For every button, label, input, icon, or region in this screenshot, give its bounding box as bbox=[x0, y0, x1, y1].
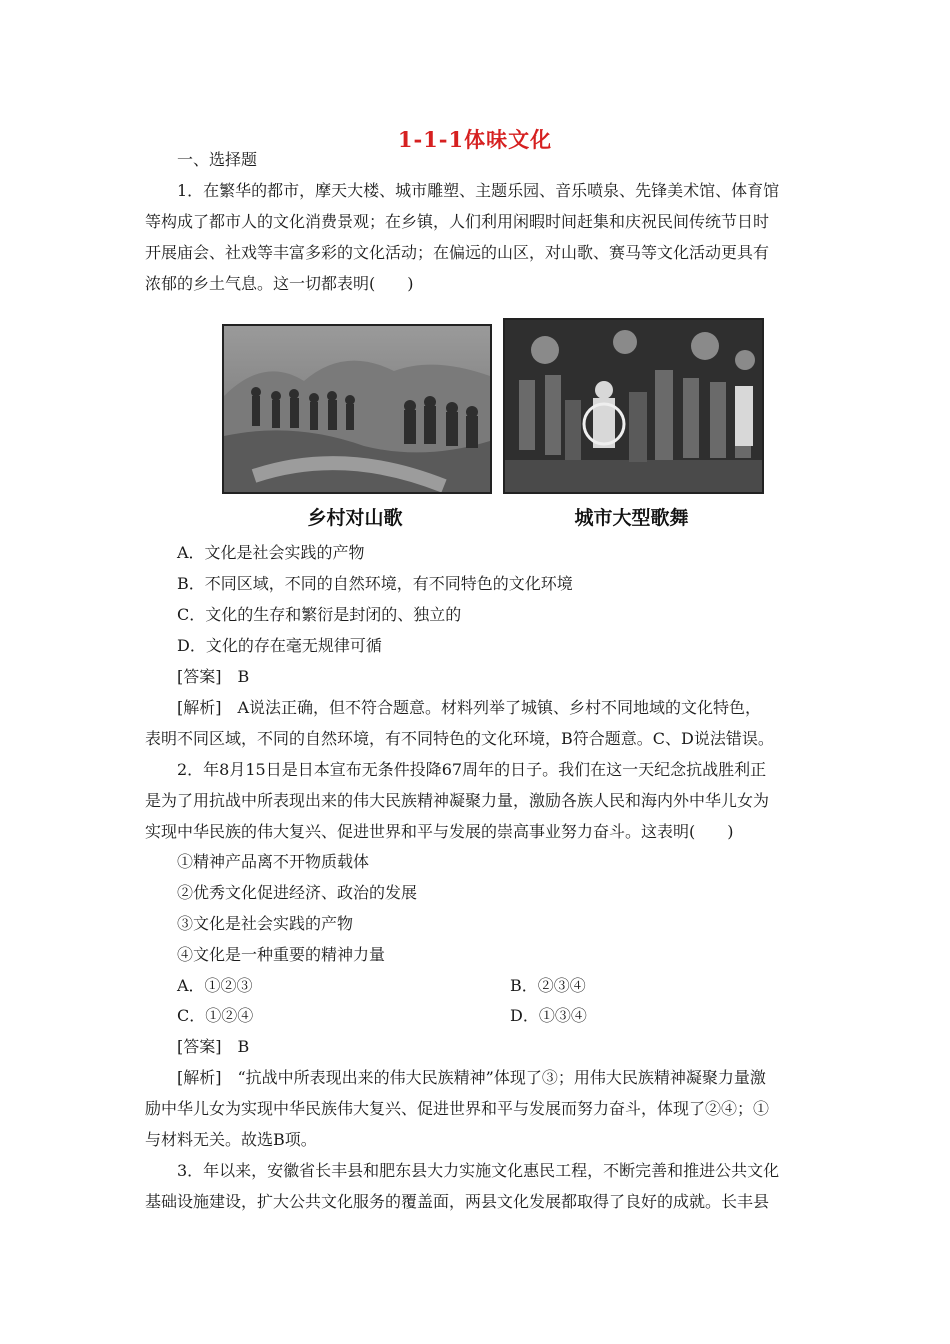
q1-line-2: 等构成了都市人的文化消费景观；在乡镇，人们利用闲暇时间赶集和庆祝民间传统节日时 bbox=[145, 212, 770, 231]
q2-option-b: B．②③④ bbox=[510, 976, 586, 995]
q2-statement-1: ①精神产品离不开物质载体 bbox=[177, 852, 370, 871]
q3-line-1: 3．年以来，安徽省长丰县和肥东县大力实施文化惠民工程，不断完善和推进公共文化 bbox=[177, 1161, 780, 1180]
q2-statement-2: ②优秀文化促进经济、政治的发展 bbox=[177, 883, 418, 902]
q1-option-c: C．文化的生存和繁衍是封闭的、独立的 bbox=[177, 605, 462, 624]
q2-line-2: 是为了用抗战中所表现出来的伟大民族精神凝聚力量，激励各族人民和海内外中华儿女为 bbox=[145, 791, 770, 810]
q1-option-d: D．文化的存在毫无规律可循 bbox=[177, 636, 382, 655]
q2-analysis-line-3: 与材料无关。故选B项。 bbox=[145, 1130, 317, 1149]
section-heading: 一、选择题 bbox=[177, 150, 258, 169]
q2-option-d: D．①③④ bbox=[510, 1006, 587, 1025]
rural-singing-caption: 乡村对山歌 bbox=[307, 507, 403, 529]
q2-analysis-line-2: 励中华儿女为实现中华民族伟大复兴、促进世界和平与发展而努力奋斗，体现了②④；① bbox=[145, 1099, 770, 1118]
q1-answer: [答案] B bbox=[177, 667, 250, 686]
q2-line-1: 2．年8月15日是日本宣布无条件投降67周年的日子。我们在这一天纪念抗战胜利正 bbox=[177, 760, 767, 779]
q2-option-a: A．①②③ bbox=[177, 976, 253, 995]
q1-option-b: B．不同区域，不同的自然环境，有不同特色的文化环境 bbox=[177, 574, 573, 593]
q1-option-a: A．文化是社会实践的产物 bbox=[177, 543, 365, 562]
q1-line-4: 浓郁的乡土气息。这一切都表明( ) bbox=[145, 274, 414, 293]
q2-statement-3: ③文化是社会实践的产物 bbox=[177, 914, 354, 933]
q1-line-1: 1．在繁华的都市，摩天大楼、城市雕塑、主题乐园、音乐喷泉、先锋美术馆、体育馆 bbox=[177, 181, 780, 200]
q1-line-3: 开展庙会、社戏等丰富多彩的文化活动；在偏远的山区，对山歌、赛马等文化活动更具有 bbox=[145, 243, 770, 262]
city-dance-image bbox=[505, 320, 762, 492]
q1-analysis-line-2: 表明不同区域，不同的自然环境，有不同特色的文化环境，B符合题意。C、D说法错误。 bbox=[145, 729, 774, 748]
q2-statement-4: ④文化是一种重要的精神力量 bbox=[177, 945, 386, 964]
city-dance-photo bbox=[503, 318, 764, 494]
city-dance-caption: 城市大型歌舞 bbox=[574, 507, 689, 529]
q3-line-2: 基础设施建设，扩大公共文化服务的覆盖面，两县文化发展都取得了良好的成就。长丰县 bbox=[145, 1192, 770, 1211]
q2-option-c: C．①②④ bbox=[177, 1006, 254, 1025]
q2-line-3: 实现中华民族的伟大复兴、促进世界和平与发展的崇高事业努力奋斗。这表明( ) bbox=[145, 822, 734, 841]
rural-singing-photo bbox=[222, 324, 492, 494]
page-title: 1-1-1体味文化 bbox=[397, 127, 553, 152]
rural-singing-image bbox=[224, 326, 490, 492]
q2-analysis-line-1: [解析] “抗战中所表现出来的伟大民族精神”体现了③；用伟大民族精神凝聚力量激 bbox=[177, 1068, 766, 1087]
q2-answer: [答案] B bbox=[177, 1037, 250, 1056]
q1-analysis-line-1: [解析] A说法正确，但不符合题意。材料列举了城镇、乡村不同地域的文化特色， bbox=[177, 698, 762, 717]
